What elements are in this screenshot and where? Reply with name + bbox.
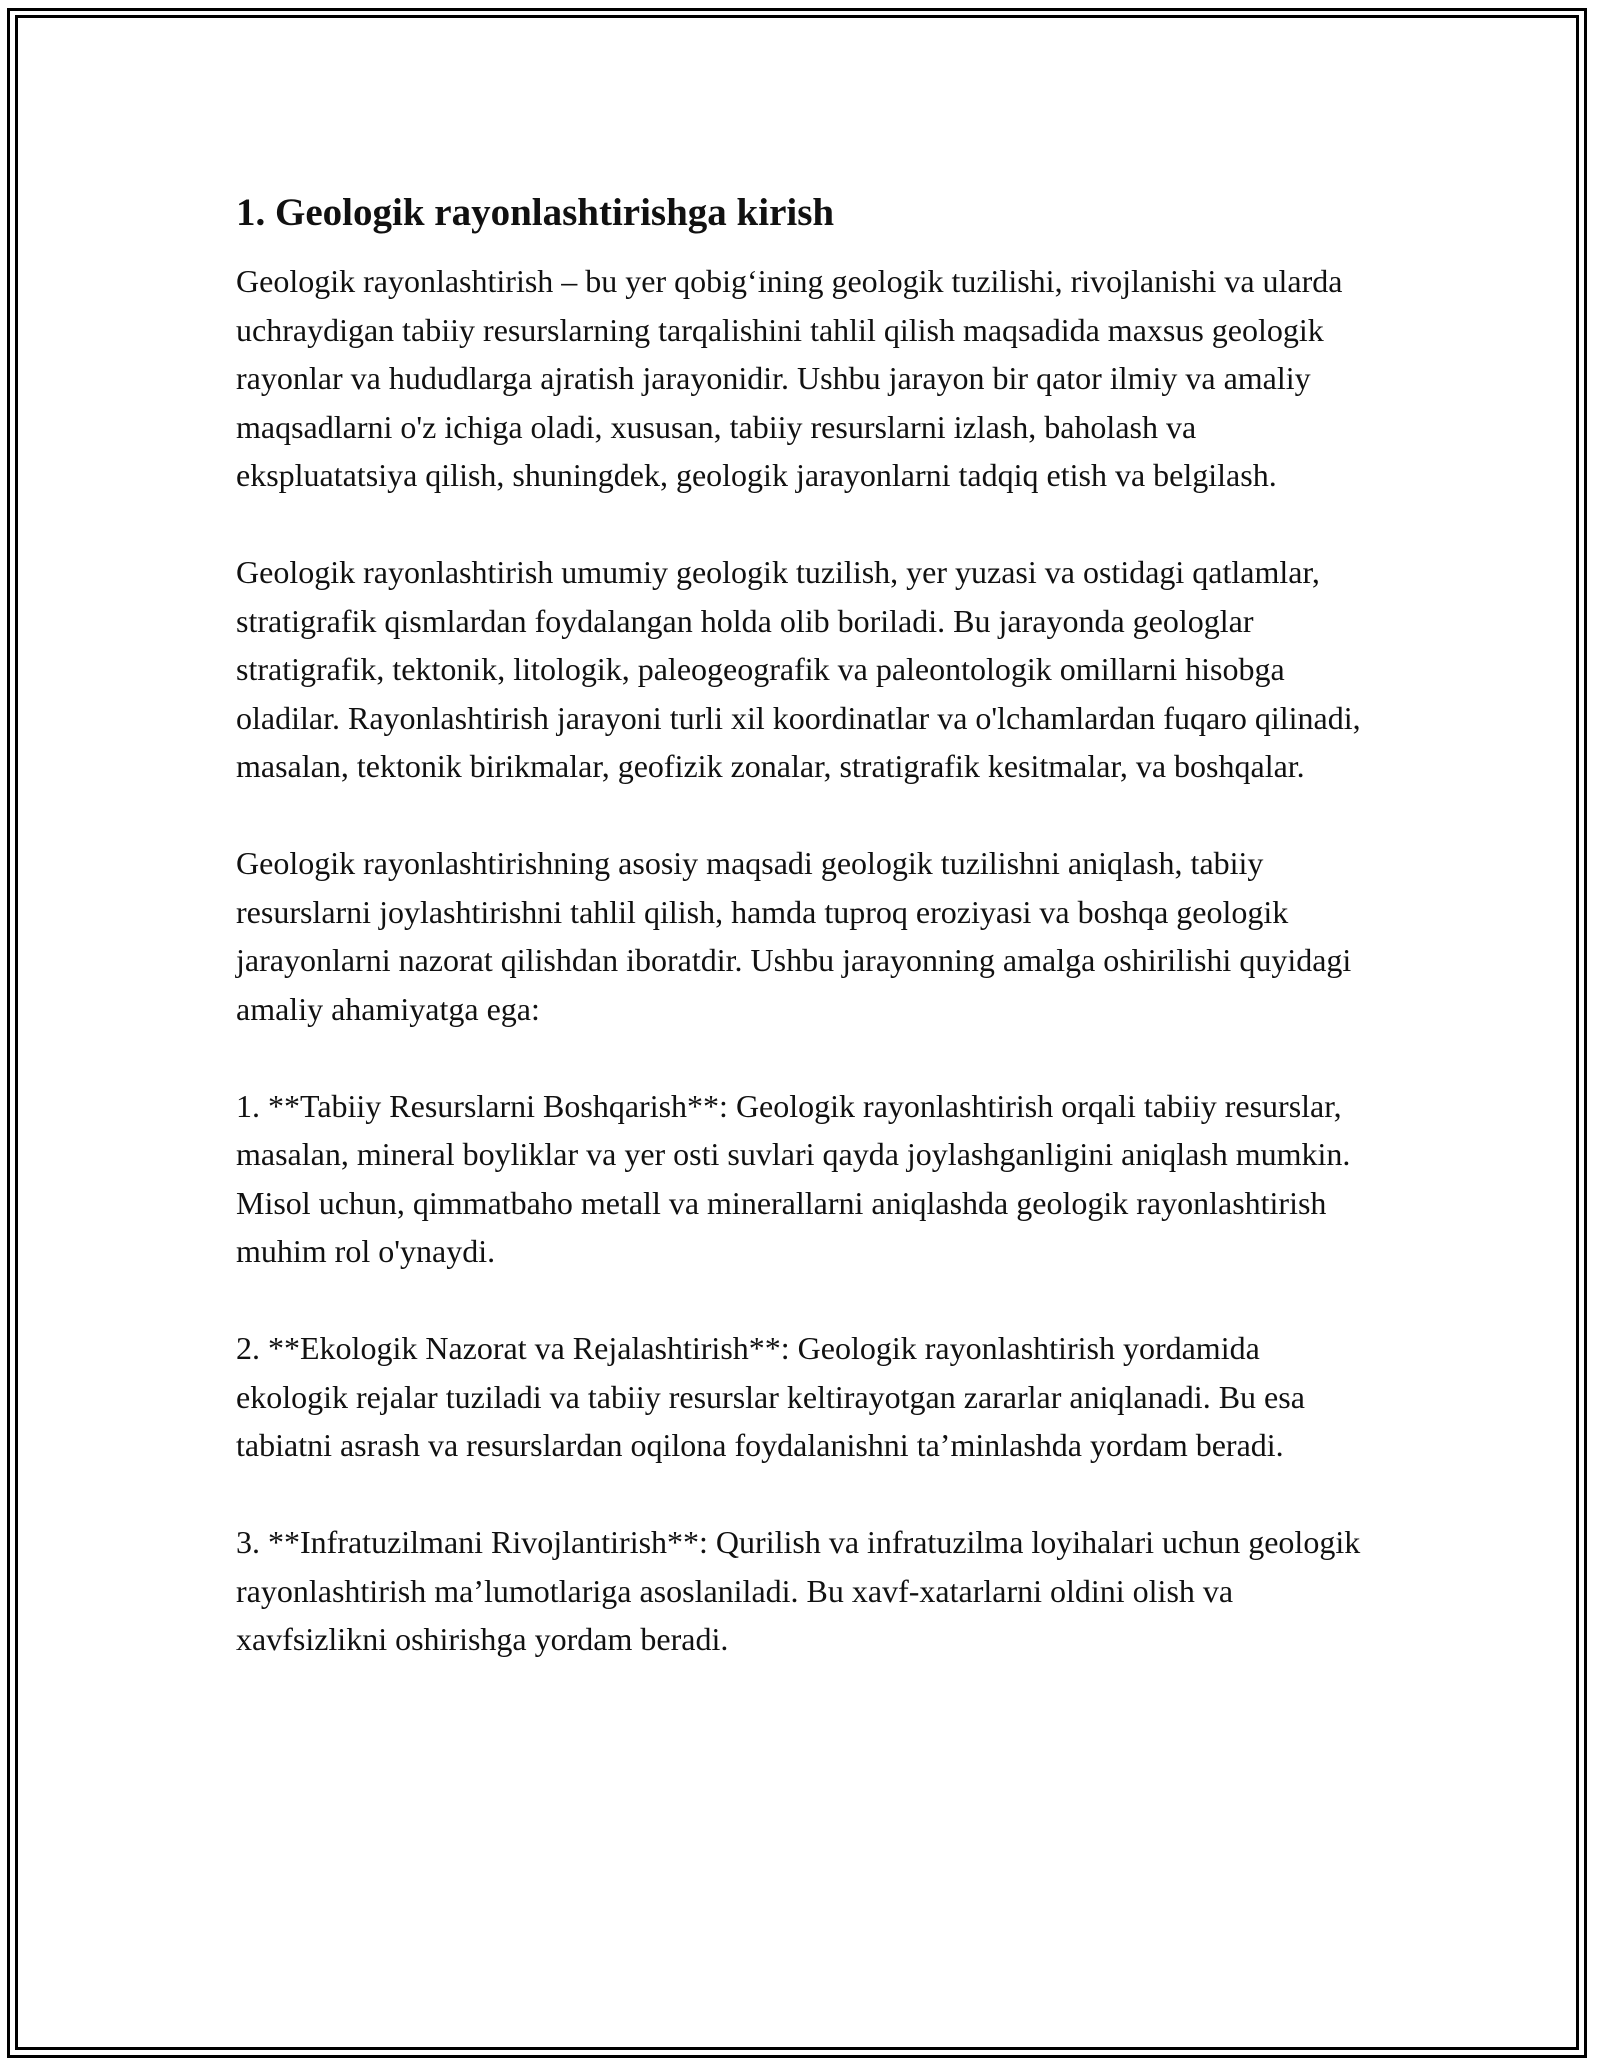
list-item-ecology: 2. **Ekologik Nazorat va Rejalashtirish**: Geologik rayonlashtirish yordamida ekologik rejalar tuziladi va tabiiy resurslar keltirayotgan zararlar aniqlanadi. Bu esa tabiatni asrash va resurslardan oqilona foydalanishni ta’minlashda yordam beradi. <box>236 1330 1305 1463</box>
paragraph-definition: Geologik rayonlashtirish – bu yer qobig‘ining geologik tuzilishi, rivojlanishi va ularda uchraydigan tabiiy resurslarning tarqalishini tahlil qilish maqsadida maxsus geologik rayonlar va hududlarga ajratish jarayonidir. Ushbu jarayon bir qator ilmiy va amaliy maqsadlarni o'z ichiga oladi, xususan, tabiiy resurslarni izlash, baholash va ekspluatatsiya qilish, shuningdek, geologik jarayonlarni tadqiq etish va belgilash. <box>236 263 1343 493</box>
list-item-infrastructure: 3. **Infratuzilmani Rivojlantirish**: Qurilish va infratuzilma loyihalari uchun geologik rayonlashtirish ma’lumotlariga asoslaniladi. Bu xavf-xatarlarni oldini olish va xavfsizlikni oshirishga yordam beradi. <box>236 1524 1361 1657</box>
document-title: 1. Geologik rayonlashtirishga kirish <box>236 191 835 234</box>
paragraph-purpose: Geologik rayonlashtirishning asosiy maqsadi geologik tuzilishni aniqlash, tabiiy resurslarni joylashtirishni tahlil qilish, hamda tuproq eroziyasi va boshqa geologik jarayonlarni nazorat qilishdan iboratdir. Ushbu jarayonning amalga oshirilishi quyidagi amaliy ahamiyatga ega: <box>236 845 1352 1027</box>
paragraph-method: Geologik rayonlashtirish umumiy geologik tuzilish, yer yuzasi va ostidagi qatlamlar, stratigrafik qismlardan foydalangan holda olib boriladi. Bu jarayonda geologlar stratigrafik, tektonik, litologik, paleogeografik va paleontologik omillarni hisobga oladilar. Rayonlashtirish jarayoni turli xil koordinatlar va o'lchamlardan fuqaro qilinadi, masalan, tektonik birikmalar, geofizik zonalar, stratigrafik kesitmalar, va boshqalar. <box>236 554 1361 784</box>
list-item-resources: 1. **Tabiiy Resurslarni Boshqarish**: Geologik rayonlashtirish orqali tabiiy resurslar, masalan, mineral boyliklar va yer osti suvlari qayda joylashganligini aniqlash mumkin. Misol uchun, qimmatbaho metall va minerallarni aniqlashda geologik rayonlashtirish muhim rol o'ynaydi. <box>236 1087 1351 1269</box>
document-body <box>236 185 1371 1712</box>
